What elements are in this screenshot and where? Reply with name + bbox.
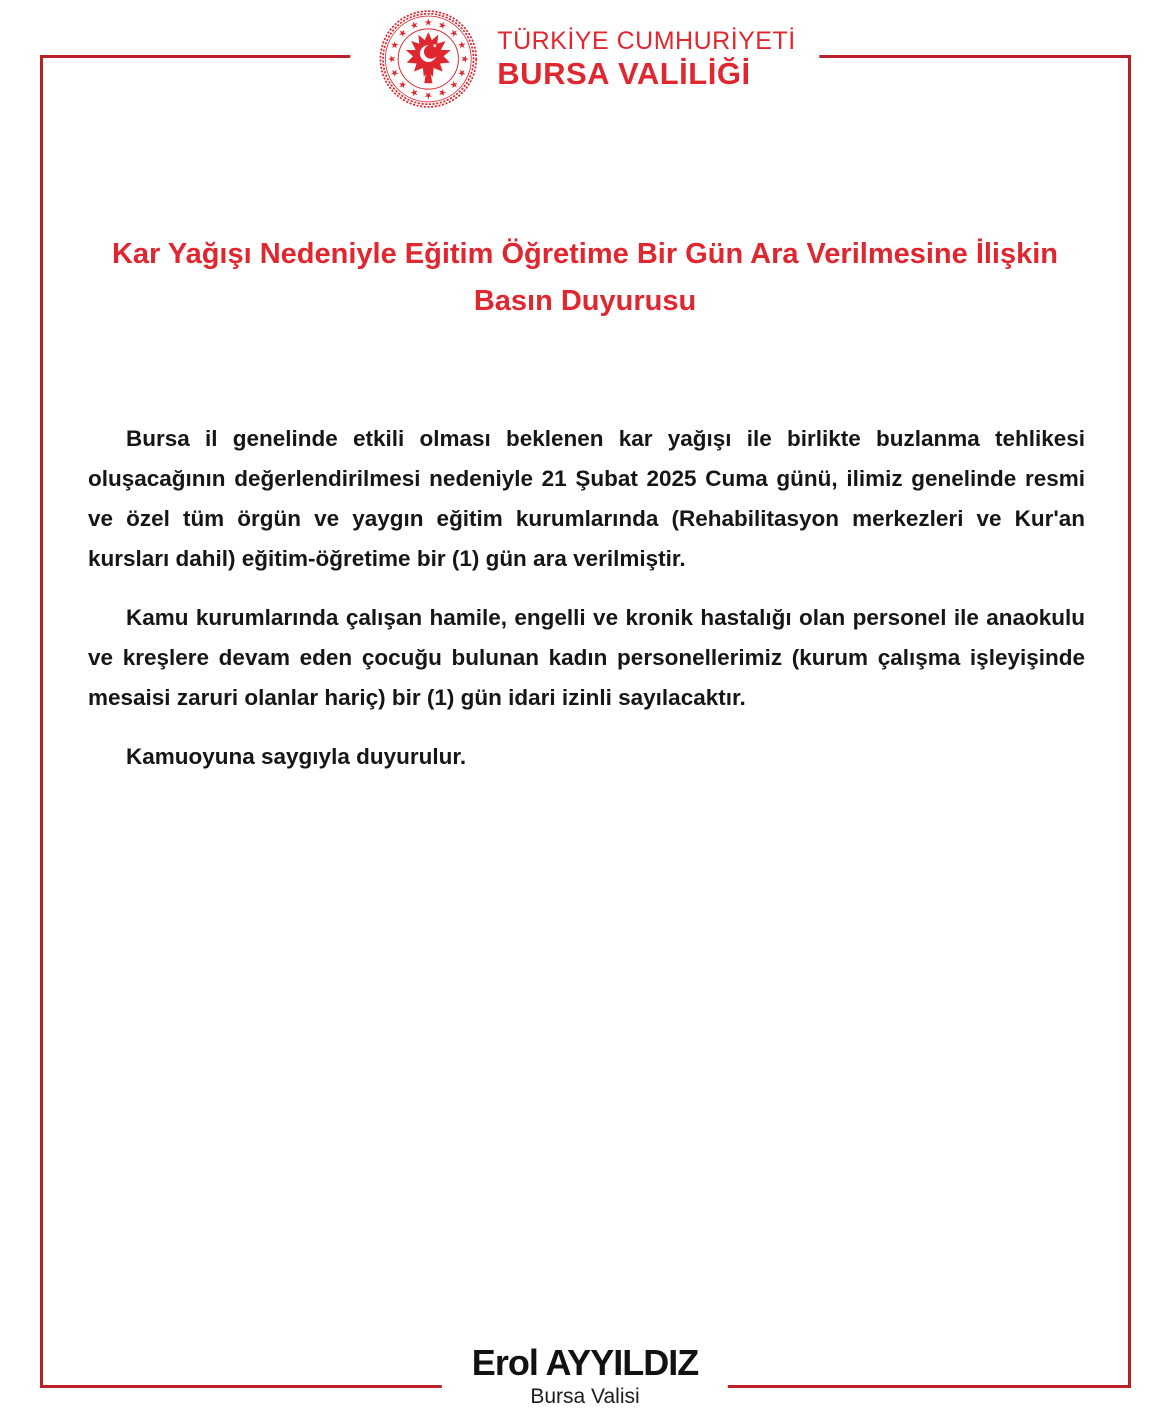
signature-name: Erol AYYILDIZ: [471, 1342, 699, 1383]
signature-block: [442, 1342, 728, 1410]
government-emblem-icon: [374, 5, 482, 113]
org-name: [497, 27, 795, 91]
signature-role: Bursa Valisi: [530, 1385, 640, 1408]
announcement-title-line2: Basın Duyurusu: [473, 285, 697, 317]
org-name-line2: BURSA VALİLİĞİ: [497, 55, 751, 91]
announcement-body: [88, 419, 1085, 796]
body-paragraph-2: Kamu kurumlarında çalışan hamile, engelli ve kronik hastalığı olan personel ile anaokulu ve kreşlere devam eden çocuğu bulunan kadın personellerimiz (kurum çalışma işleyişinde mesaisi zaruri olanlar hariç) bir (1) gün idari izinli sayılacaktır.: [88, 605, 1085, 710]
org-name-line1: TÜRKİYE CUMHURİYETİ: [497, 26, 796, 55]
body-paragraph-3: Kamuoyuna saygıyla duyurulur.: [126, 744, 467, 769]
header-logo: [350, 3, 819, 115]
leaf-crescent-icon: [406, 32, 451, 83]
body-paragraph-1: Bursa il genelinde etkili olması beklenen kar yağışı ile birlikte buzlanma tehlikesi oluşacağının değerlendirilmesi nedeniyle 21 Şubat 2025 Cuma günü, ilimiz genelinde resmi ve özel tüm örgün ve yaygın eğitim kurumlarında (Rehabilitasyon merkezleri ve Kur'an kursları dahil) eğitim-öğretime bir (1) gün ara verilmiştir.: [88, 426, 1085, 571]
announcement-title-line1: Kar Yağışı Nedeniyle Eğitim Öğretime Bir Gün Ara Verilmesine İlişkin: [111, 238, 1059, 270]
announcement-title: [60, 231, 1110, 325]
